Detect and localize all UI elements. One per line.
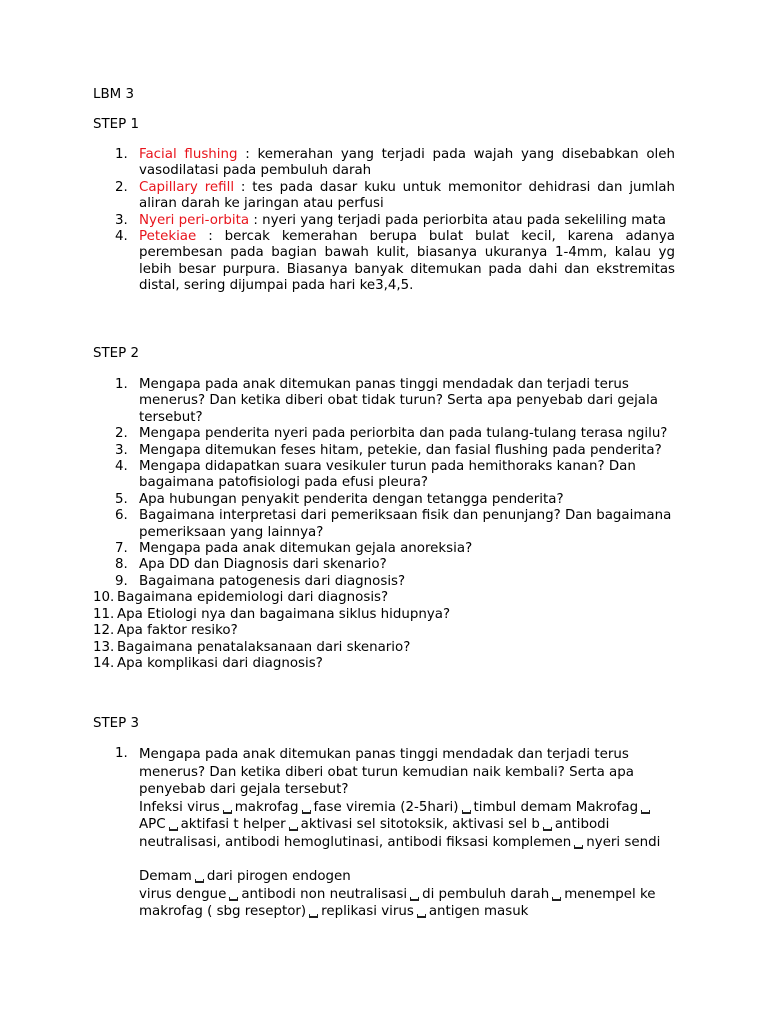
list-item: 4. Mengapa didapatkan suara vesikuler turun pada hemithoraks kanan? Dan bagaimana patofisiologi pada efusi pleura? (115, 459, 636, 491)
list-item: 1. Facial flushing : kemerahan yang terjadi pada wajah yang disebabkan oleh vasodilatasi pada pembuluh darah (115, 147, 675, 179)
list-item: 5. Apa hubungan penyakit penderita dengan tetangga penderita? (115, 491, 564, 507)
list-item: 8. Apa DD dan Diagnosis dari skenario? (115, 557, 387, 573)
step3-flow-3: virus dengue antibodi non neutralisasi di pembuluh darah menempel ke makrofag ( sbg reseptor) replikasi virus antigen masuk (139, 886, 656, 919)
term-facial-flushing: Facial flushing (139, 147, 238, 162)
arrow-icon (574, 839, 583, 849)
term-nyeri-peri-orbita: Nyeri peri-orbita (139, 212, 250, 228)
arrow-icon (229, 891, 238, 901)
step1-heading: STEP 1 (93, 117, 139, 132)
list-item: 14. Apa komplikasi dari diagnosis? (93, 655, 323, 671)
list-item: 2. Capillary refill : tes pada dasar kuku untuk memonitor dehidrasi dan jumlah aliran darah ke jaringan atau perfusi (115, 179, 675, 212)
step3-heading: STEP 3 (93, 716, 139, 731)
list-item: 12. Apa faktor resiko? (93, 623, 238, 639)
arrow-icon (223, 804, 232, 814)
list-item: 13. Bagaimana penatalaksanaan dari skenario? (93, 639, 411, 655)
term-petekiae: Petekiae (139, 229, 197, 245)
step2-list (93, 377, 675, 672)
list-item: 11. Apa Etiologi nya dan bagaimana siklus hidupnya? (93, 606, 451, 622)
step3-question: Mengapa pada anak ditemukan panas tinggi mendadak dan terjadi terus menerus? Dan ketika diberi obat turun kemudian naik kembali? Serta apa penyebab dari gejala tersebut? (139, 747, 634, 797)
term-capillary-refill: Capillary refill (139, 179, 235, 195)
list-item: 1. Mengapa pada anak ditemukan panas tinggi mendadak dan terjadi terus menerus? Dan ketika diberi obat tidak turun? Serta apa penyebab dari gejala tersebut? (115, 377, 658, 425)
list-item: 4. Petekiae : bercak kemerahan berupa bulat bulat kecil, karena adanya perembesan pada bagian bawah kulit, biasanya ukuranya 1-4mm, kalau yg lebih besar purpura. Biasanya banyak ditemukan pada dahi dan ekstremitas distal, sering dijumpai pada hari ke3,4,5. (115, 229, 675, 294)
list-item: 6. Bagaimana interpretasi dari pemeriksaan fisik dan penunjang? Dan bagaimana pemeriksaan yang lainnya? (115, 508, 672, 540)
list-item: 7. Mengapa pada anak ditemukan gejala anoreksia? (115, 541, 473, 557)
arrow-icon (195, 873, 204, 883)
step3-flow-1: Infeksi virus makrofag fase viremia (2-5hari) timbul demam MakrofagAPC aktifasi t helper aktivasi sel sitotoksik, aktivasi sel b antibodi neutralisasi, antibodi hemoglutinasi, antibodi fiksasi komplemen nyeri sendi (139, 799, 661, 850)
step1-list (93, 147, 675, 295)
document-title: LBM 3 (93, 87, 134, 102)
arrow-icon (641, 804, 650, 814)
list-item: 3. Nyeri peri-orbita : nyeri yang terjadi pada periorbita atau pada sekeliling mata (115, 212, 666, 228)
arrow-icon (410, 891, 419, 901)
step2-heading: STEP 2 (93, 346, 139, 361)
arrow-icon (462, 804, 471, 814)
list-item: 3. Mengapa ditemukan feses hitam, petekie, dan fasial flushing pada penderita? (115, 442, 662, 458)
arrow-icon (543, 821, 552, 831)
list-item: 2. Mengapa penderita nyeri pada periorbita dan pada tulang-tulang terasa ngilu? (115, 426, 668, 442)
arrow-icon (169, 821, 178, 831)
step3-item: 1. Mengapa pada anak ditemukan panas tinggi mendadak dan terjadi terus menerus? Dan ketika diberi obat turun kemudian naik kembali? Serta apa penyebab dari gejala tersebut? Infeksi virus makrofag fase viremia (2-5hari) timbul demam MakrofagAPC aktifasi t helper aktivasi sel sitotoksik, aktivasi sel b antibodi neutralisasi, antibodi hemoglutinasi, antibodi fiksasi komplemen nyeri sendi Demam dari pirogen endogen virus dengue antibodi non neutralisasi di pembuluh darah menempel ke makrofag ( sbg reseptor) replikasi virus antigen masuk (115, 746, 675, 921)
list-item: 10. Bagaimana epidemiologi dari diagnosis? (93, 590, 389, 606)
arrow-icon (302, 804, 311, 814)
arrow-icon (309, 908, 318, 918)
arrow-icon (417, 908, 426, 918)
arrow-icon (552, 891, 561, 901)
arrow-icon (289, 821, 298, 831)
list-item: 9. Bagaimana patogenesis dari diagnosis? (115, 573, 406, 589)
step3-flow-2: Demam dari pirogen endogen (139, 869, 351, 884)
